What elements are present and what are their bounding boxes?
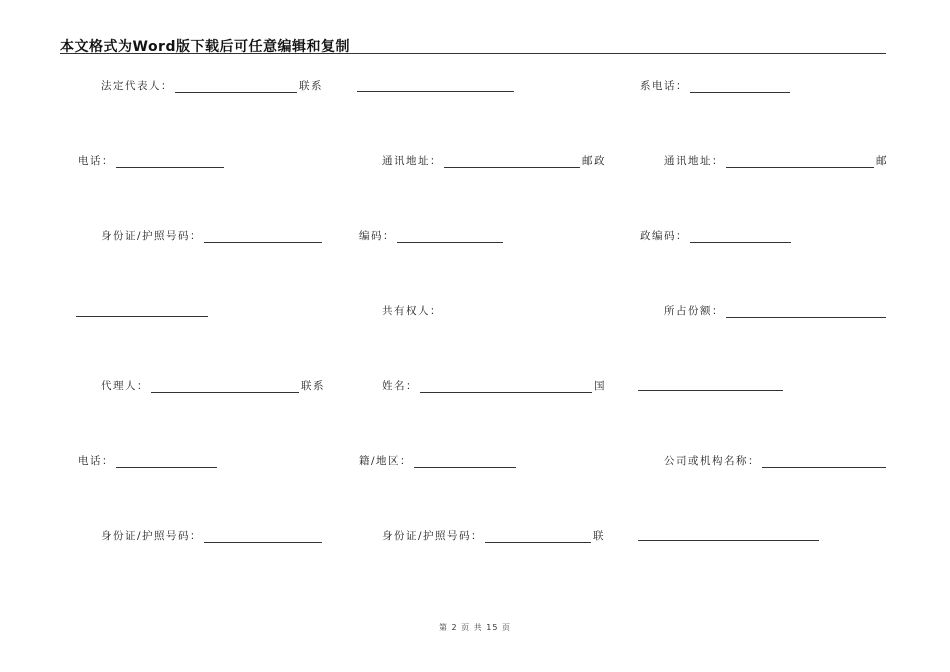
tel2-field [78,454,219,468]
id3-field [382,529,605,543]
address2-field [664,154,888,168]
nationality-field [359,454,518,468]
id2-label: 身份证/护照号码： [101,530,203,542]
agent-label: 代理人： [101,380,149,392]
address-label: 通讯地址： [382,155,442,167]
id2-blank[interactable] [204,532,322,543]
id3-blank[interactable] [485,532,591,543]
postcode-label: 编码： [359,230,395,242]
id-label: 身份证/护照号码： [101,230,203,242]
agent-field [101,379,325,393]
address2-suffix: 邮 [876,155,888,167]
company-blank[interactable] [762,457,886,468]
postcode-blank[interactable] [397,232,503,243]
legal-rep-suffix: 联系 [299,80,323,92]
continued-blank[interactable] [76,316,208,317]
share-field [664,304,888,318]
nationality-blank[interactable] [414,457,516,468]
page-number: 第 2 页 共 15 页 [439,623,511,632]
phone-blank[interactable] [690,82,790,93]
address-field [382,154,606,168]
id-field [101,229,324,243]
tel-label: 电话： [78,155,114,167]
company-field [664,454,888,468]
address-blank[interactable] [444,157,580,168]
address-suffix: 邮政 [582,155,606,167]
phone-label: 系电话： [640,80,688,92]
id2-field [101,529,324,543]
legal-rep-blank[interactable] [175,82,297,93]
id-blank[interactable] [204,232,322,243]
page-header-title: 本文格式为Word版下载后可任意编辑和复制 [60,39,350,55]
company-label: 公司或机构名称： [664,455,760,467]
postcode2-field [640,229,793,243]
legal-rep-label: 法定代表人： [101,80,173,92]
postcode2-label: 政编码： [640,230,688,242]
name-label: 姓名： [382,380,418,392]
tel2-blank[interactable] [116,457,217,468]
address2-label: 通讯地址： [664,155,724,167]
name2-blank[interactable] [638,390,783,391]
id3-continued-blank[interactable] [638,540,819,541]
name-field [382,379,606,393]
id3-label: 身份证/护照号码： [382,530,484,542]
tel-field [78,154,226,168]
agent-blank[interactable] [151,382,299,393]
name-blank[interactable] [420,382,592,393]
co-owner-field [382,304,442,318]
share-label: 所占份额： [664,305,724,317]
tel-blank[interactable] [116,157,224,168]
share-blank[interactable] [726,307,886,318]
name-suffix: 国 [594,380,606,392]
id3-suffix: 联 [593,530,606,542]
co-owner-label: 共有权人： [382,305,442,317]
tel2-label: 电话： [78,455,114,467]
postcode2-blank[interactable] [690,232,791,243]
contact-blank[interactable] [357,91,514,92]
legal-rep-field [101,79,323,93]
phone-field [640,79,792,93]
nationality-label: 籍/地区： [359,455,413,467]
header-divider [60,53,886,54]
postcode-field [359,229,505,243]
agent-suffix: 联系 [301,380,325,392]
address2-blank[interactable] [726,157,874,168]
